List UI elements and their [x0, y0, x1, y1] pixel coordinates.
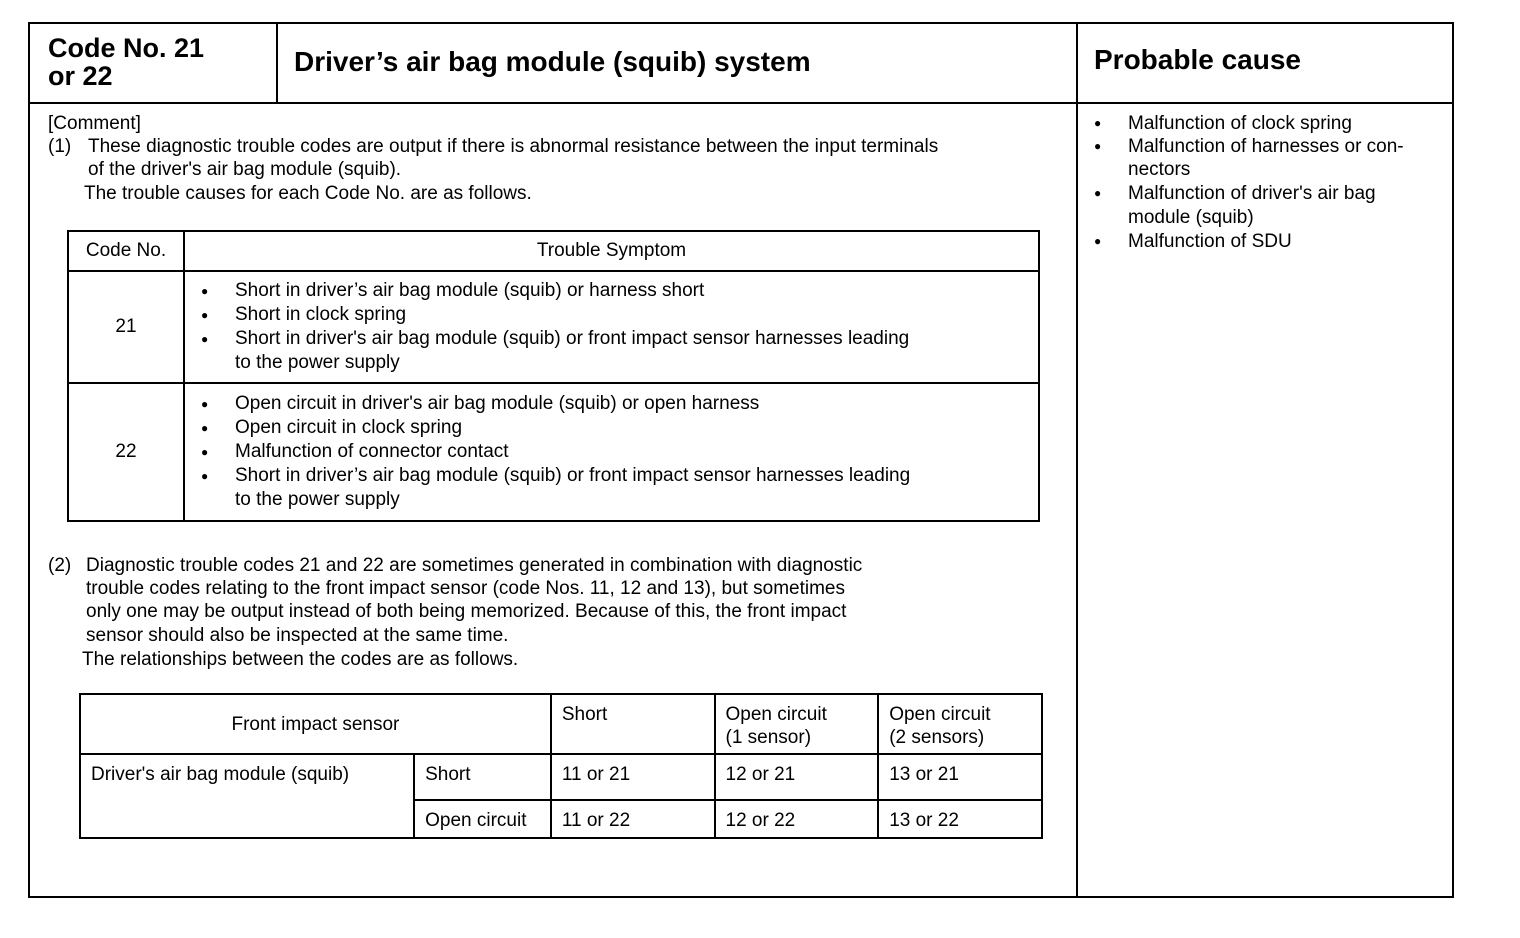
table-cell: 11 or 21	[551, 754, 715, 800]
paragraph-1-line: of the driver's air bag module (squib).	[88, 159, 402, 180]
cause-item-continuation: module (squib)	[1128, 207, 1254, 228]
paragraph-2-number: (2)	[48, 555, 72, 576]
page-title: Driver’s air bag module (squib) system	[294, 46, 811, 77]
column-header: Front impact sensor	[80, 694, 551, 754]
relation-table	[79, 693, 1043, 839]
probable-cause-heading: Probable cause	[1094, 44, 1301, 75]
column-header: Short	[551, 694, 715, 754]
column-header: Code No.	[68, 231, 184, 271]
list-item: ● Open circuit in driver's air bag module (squib) or open harness	[235, 392, 1038, 416]
cause-item: ● Malfunction of clock spring	[1128, 112, 1352, 136]
table-cell: 11 or 22	[551, 800, 715, 838]
code-cell: 22	[68, 383, 184, 521]
paragraph-2-line: trouble codes relating to the front impact sensor (code Nos. 11, 12 and 13), but sometimes	[86, 578, 845, 599]
paragraph-2-line: Diagnostic trouble codes 21 and 22 are sometimes generated in combination with diagnostic	[86, 555, 863, 576]
header-divider	[276, 24, 278, 102]
comment-label: [Comment]	[48, 113, 141, 134]
row-header: Driver's air bag module (squib)	[80, 754, 414, 838]
list-item-continuation: to the power supply	[235, 352, 400, 373]
table-row	[80, 754, 1042, 800]
column-header: Trouble Symptom	[184, 231, 1039, 271]
paragraph-1-line: The trouble causes for each Code No. are as follows.	[84, 183, 532, 204]
list-item: ● Short in driver’s air bag module (squib) or front impact sensor harnesses leading	[235, 464, 1038, 488]
column-header: Open circuit (1 sensor)	[715, 694, 879, 754]
list-item: ● Short in driver’s air bag module (squib) or harness short	[235, 279, 1038, 303]
table-cell: 12 or 21	[715, 754, 879, 800]
paragraph-1-line: These diagnostic trouble codes are output if there is abnormal resistance between the input terminals	[88, 136, 939, 157]
paragraph-2-line: only one may be output instead of both being memorized. Because of this, the front impact	[86, 601, 847, 622]
cause-column-divider	[1076, 24, 1078, 896]
cause-item: ● Malfunction of driver's air bag	[1128, 182, 1376, 206]
paragraph-1-number: (1)	[48, 136, 72, 157]
table-row	[68, 383, 1039, 521]
row-subheader: Open circuit	[414, 800, 551, 838]
table-cell: 13 or 21	[878, 754, 1042, 800]
list-item-continuation: to the power supply	[235, 489, 400, 510]
list-item: ● Malfunction of connector contact	[235, 440, 1038, 464]
cause-item-continuation: nectors	[1128, 159, 1191, 180]
code-number: Code No. 21 or 22	[48, 33, 205, 91]
paragraph-2-line: The relationships between the codes are as follows.	[82, 649, 519, 670]
symptom-table	[67, 230, 1040, 522]
list-item: ● Short in driver's air bag module (squib) or front impact sensor harnesses leading	[235, 327, 1038, 351]
table-cell: 12 or 22	[715, 800, 879, 838]
column-header: Open circuit (2 sensors)	[878, 694, 1042, 754]
symptom-cell	[184, 383, 1039, 521]
symptom-cell	[184, 271, 1039, 383]
table-cell: 13 or 22	[878, 800, 1042, 838]
cause-item: ● Malfunction of harnesses or con-	[1128, 135, 1404, 159]
list-item: ● Open circuit in clock spring	[235, 416, 1038, 440]
document-frame	[28, 22, 1454, 898]
table-row	[68, 271, 1039, 383]
cause-item: ● Malfunction of SDU	[1128, 230, 1292, 254]
paragraph-2-line: sensor should also be inspected at the same time.	[86, 625, 509, 646]
list-item: ● Short in clock spring	[235, 303, 1038, 327]
row-subheader: Short	[414, 754, 551, 800]
code-cell: 21	[68, 271, 184, 383]
